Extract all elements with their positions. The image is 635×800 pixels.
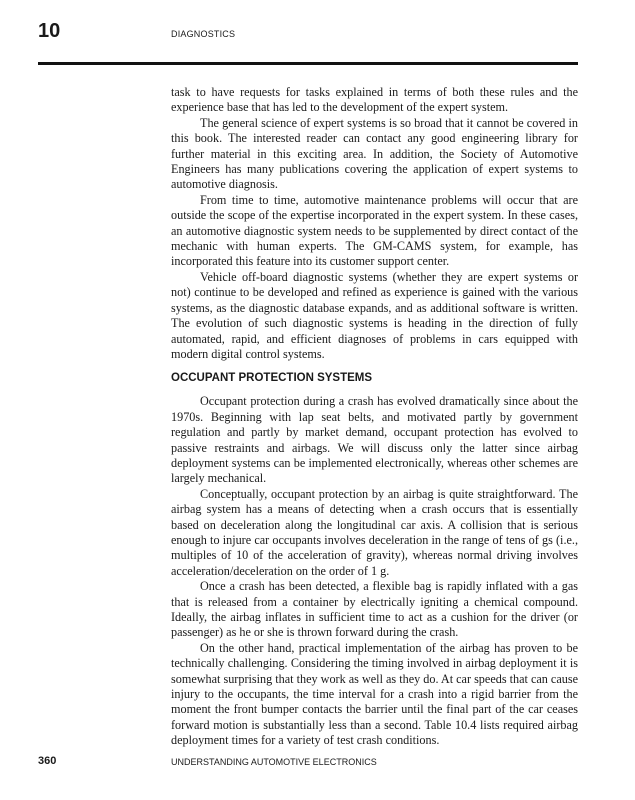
section-heading: OCCUPANT PROTECTION SYSTEMS xyxy=(171,372,373,385)
paragraph: From time to time, automotive maintenance problems will occur that are outside the scope of the expertise incorporated in the expert system. In these cases, an automotive diagnostic system needs to be supplemented by direct contact of the mechanic with human experts. The GM-CAMS system, for example, has incorporated this feature into its customer support center. xyxy=(171,192,578,269)
page-number: 360 xyxy=(38,755,57,767)
book-title: UNDERSTANDING AUTOMOTIVE ELECTRONICS xyxy=(171,757,377,767)
chapter-number: 10 xyxy=(38,20,61,42)
paragraph: Vehicle off-board diagnostic systems (whether they are expert systems or not) continue to be developed and refined as experience is gained with the various systems, as the diagnostic database expands, and as additional software is written. The evolution of such diagnostic systems is heading in the direction of fully automated, rapid, and efficient diagnoses of problems in cars equipped with modern digital control systems. xyxy=(171,269,578,361)
paragraph: task to have requests for tasks explained in terms of both these rules and the experience base that has led to the development of the expert system. xyxy=(171,85,578,115)
paragraph: On the other hand, practical implementation of the airbag has proven to be technically challenging. Considering the timing involved in airbag deployment it is somewhat surprising that they work as well as they do. At car speeds that can cause injury to the occupants, the time interval for a crash into a rigid barrier from the moment the front bumper contacts the barrier until the final part of the car ceases forward motion is substantially less than a second. Table 10.4 lists required airbag deployment times for a variety of test crash conditions. xyxy=(171,640,578,748)
paragraph: The general science of expert systems is so broad that it cannot be covered in this book. The interested reader can contact any good engineering library for further material in this exciting area. In addition, the Society of Automotive Engineers has many publications covering the application of expert systems to automotive diagnosis. xyxy=(171,115,578,192)
header-rule xyxy=(38,62,578,65)
paragraph: Conceptually, occupant protection by an airbag is quite straightforward. The airbag system has a means of detecting when a crash occurs that is essentially based on deceleration along the longitudinal car axis. A collision that is serious enough to injure car occupants involves deceleration in the range of tens of gs (i.e., multiples of 10 of the acceleration of gravity), whereas normal driving involves acceleration/deceleration on the order of 1 g. xyxy=(171,486,578,578)
running-head: DIAGNOSTICS xyxy=(171,29,236,39)
body-text xyxy=(171,85,578,749)
paragraph: Occupant protection during a crash has evolved dramatically since about the 1970s. Beginning with lap seat belts, and motivated partly by government regulation and partly by market demand, occupant protection has evolved to passive restraints and airbags. We will discuss only the latter since airbag deployment systems can be implemented electronically, whereas other schemes are largely mechanical. xyxy=(171,394,578,486)
paragraph: Once a crash has been detected, a flexible bag is rapidly inflated with a gas that is released from a container by electrically igniting a chemical compound. Ideally, the airbag inflates in sufficient time to act as a cushion for the driver (or passenger) as he or she is thrown forward during the crash. xyxy=(171,579,578,640)
